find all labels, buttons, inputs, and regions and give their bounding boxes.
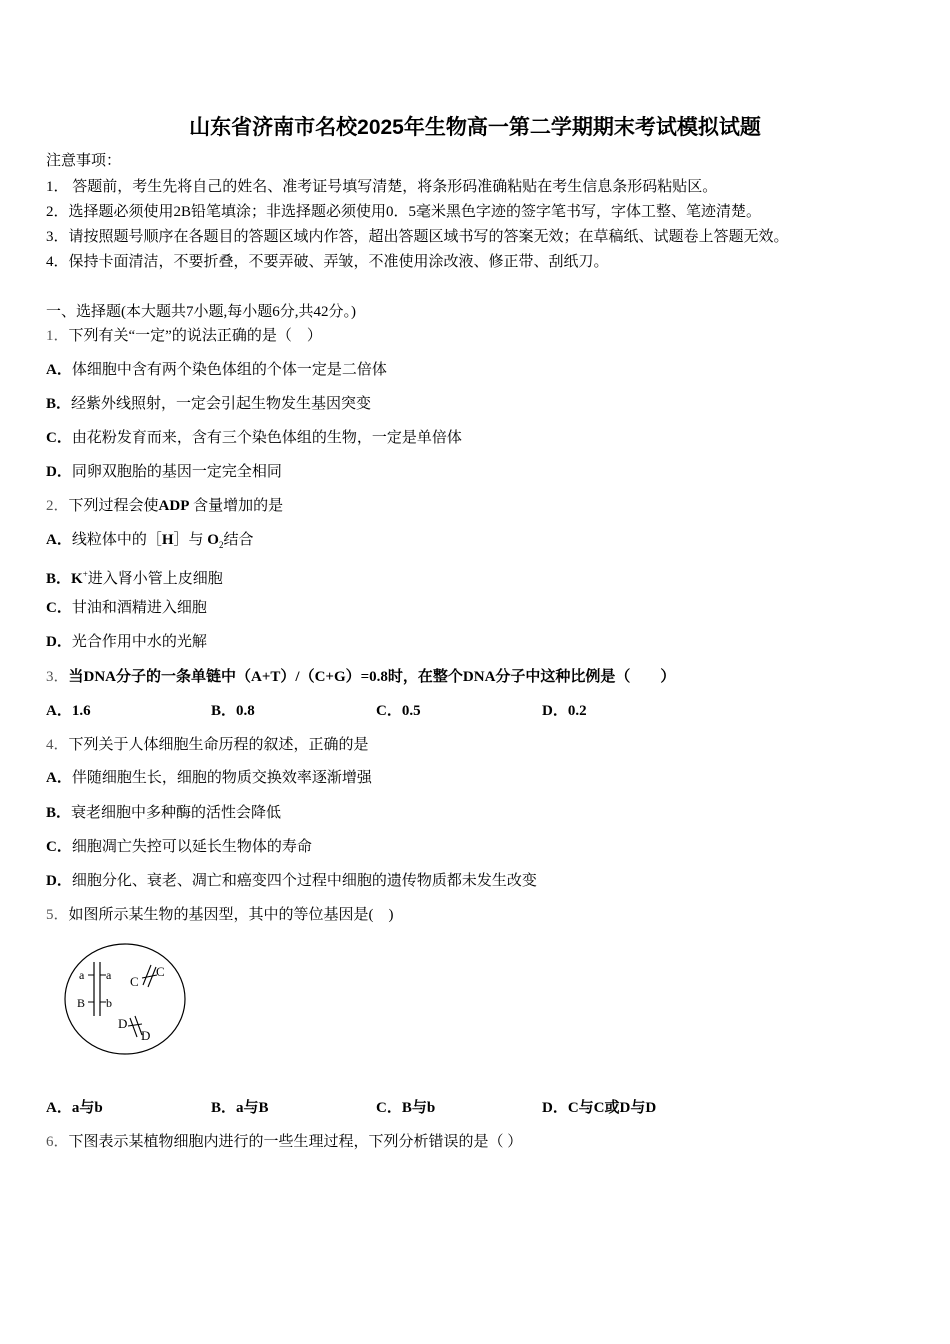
question-5-stem: 5．如图所示某生物的基因型，其中的等位基因是( ): [46, 907, 394, 923]
option-a: A．线粒体中的［H］与 $O_2$结合: [46, 532, 254, 550]
section-heading: 一、选择题(本大题共7小题,每小题6分,共42分。): [46, 304, 356, 320]
option-d: D．C与C或D与D: [542, 1100, 657, 1116]
svg-text:D: D: [141, 1028, 151, 1043]
question-6-stem: 6．下图表示某植物细胞内进行的一些生理过程，下列分析错误的是（ ）: [46, 1134, 523, 1150]
genotype-diagram: [62, 940, 188, 1058]
svg-text:B: B: [77, 996, 86, 1010]
notice-item: 2．选择题必须使用2B铅笔填涂；非选择题必须使用0．5毫米黑色字迹的签字笔书写，字体工整、笔迹清楚。: [46, 204, 762, 220]
option-a: A．a与b: [46, 1100, 103, 1116]
option-b: B．K+进入肾小管上皮细胞: [46, 569, 223, 587]
question-2-stem: 2．下列过程会使ADP 含量增加的是: [46, 498, 284, 514]
question-text: 下列有关“一定”的说法正确的是（ ）: [68, 328, 322, 344]
option-c: C．细胞凋亡失控可以延长生物体的寿命: [46, 839, 312, 855]
svg-text:D: D: [118, 1016, 128, 1031]
option-b: B．0.8: [211, 703, 255, 719]
question-3-stem: 3．当DNA分子的一条单链中（A+T）/（C+G）=0.8时，在整个DNA分子中这种比例是（ ）: [46, 669, 676, 685]
svg-text:b: b: [106, 996, 112, 1010]
option-c: C．0.5: [376, 703, 421, 719]
option-d: D．光合作用中水的光解: [46, 634, 207, 650]
question-4-stem: 4．下列关于人体细胞生命历程的叙述，正确的是: [46, 737, 369, 753]
option-b: B．经紫外线照射，一定会引起生物发生基因突变: [46, 396, 372, 412]
notice-item: 4．保持卡面清洁，不要折叠，不要弄破、弄皱，不准使用涂改液、修正带、刮纸刀。: [46, 254, 609, 270]
option-a: A．伴随细胞生长，细胞的物质交换效率逐渐增强: [46, 770, 372, 786]
option-c: C．B与b: [376, 1100, 436, 1116]
option-d: D．细胞分化、衰老、凋亡和癌变四个过程中细胞的遗传物质都未发生改变: [46, 873, 537, 889]
notice-item: 1． 答题前，考生先将自己的姓名、准考证号填写清楚，将条形码准确粘贴在考生信息条形码粘贴区。: [46, 179, 718, 195]
svg-text:a: a: [79, 968, 85, 982]
notice-heading: 注意事项：: [46, 153, 122, 169]
option-d: D．0.2: [542, 703, 587, 719]
option-a: A．1.6: [46, 703, 91, 719]
option-c: C．由花粉发育而来，含有三个染色体组的生物，一定是单倍体: [46, 430, 462, 446]
question-number: 1．: [46, 328, 69, 344]
svg-text:C: C: [156, 964, 165, 979]
page-title: 山东省济南市名校2025年生物高一第二学期期末考试模拟试题: [189, 116, 761, 139]
svg-text:C: C: [130, 974, 139, 989]
svg-text:a: a: [106, 968, 112, 982]
option-b: B．衰老细胞中多种酶的活性会降低: [46, 805, 282, 821]
option-d: D．同卵双胞胎的基因一定完全相同: [46, 464, 282, 480]
option-row: [46, 1098, 846, 1118]
option-a: A．体细胞中含有两个染色体组的个体一定是二倍体: [46, 362, 387, 378]
option-row: [46, 701, 846, 721]
option-c: C．甘油和酒精进入细胞: [46, 600, 207, 616]
option-b: B．a与B: [211, 1100, 269, 1116]
question-1-stem: [46, 326, 322, 346]
notice-item: 3．请按照题号顺序在各题目的答题区域内作答，超出答题区域书写的答案无效；在草稿纸、试题卷上答题无效。: [46, 229, 789, 245]
